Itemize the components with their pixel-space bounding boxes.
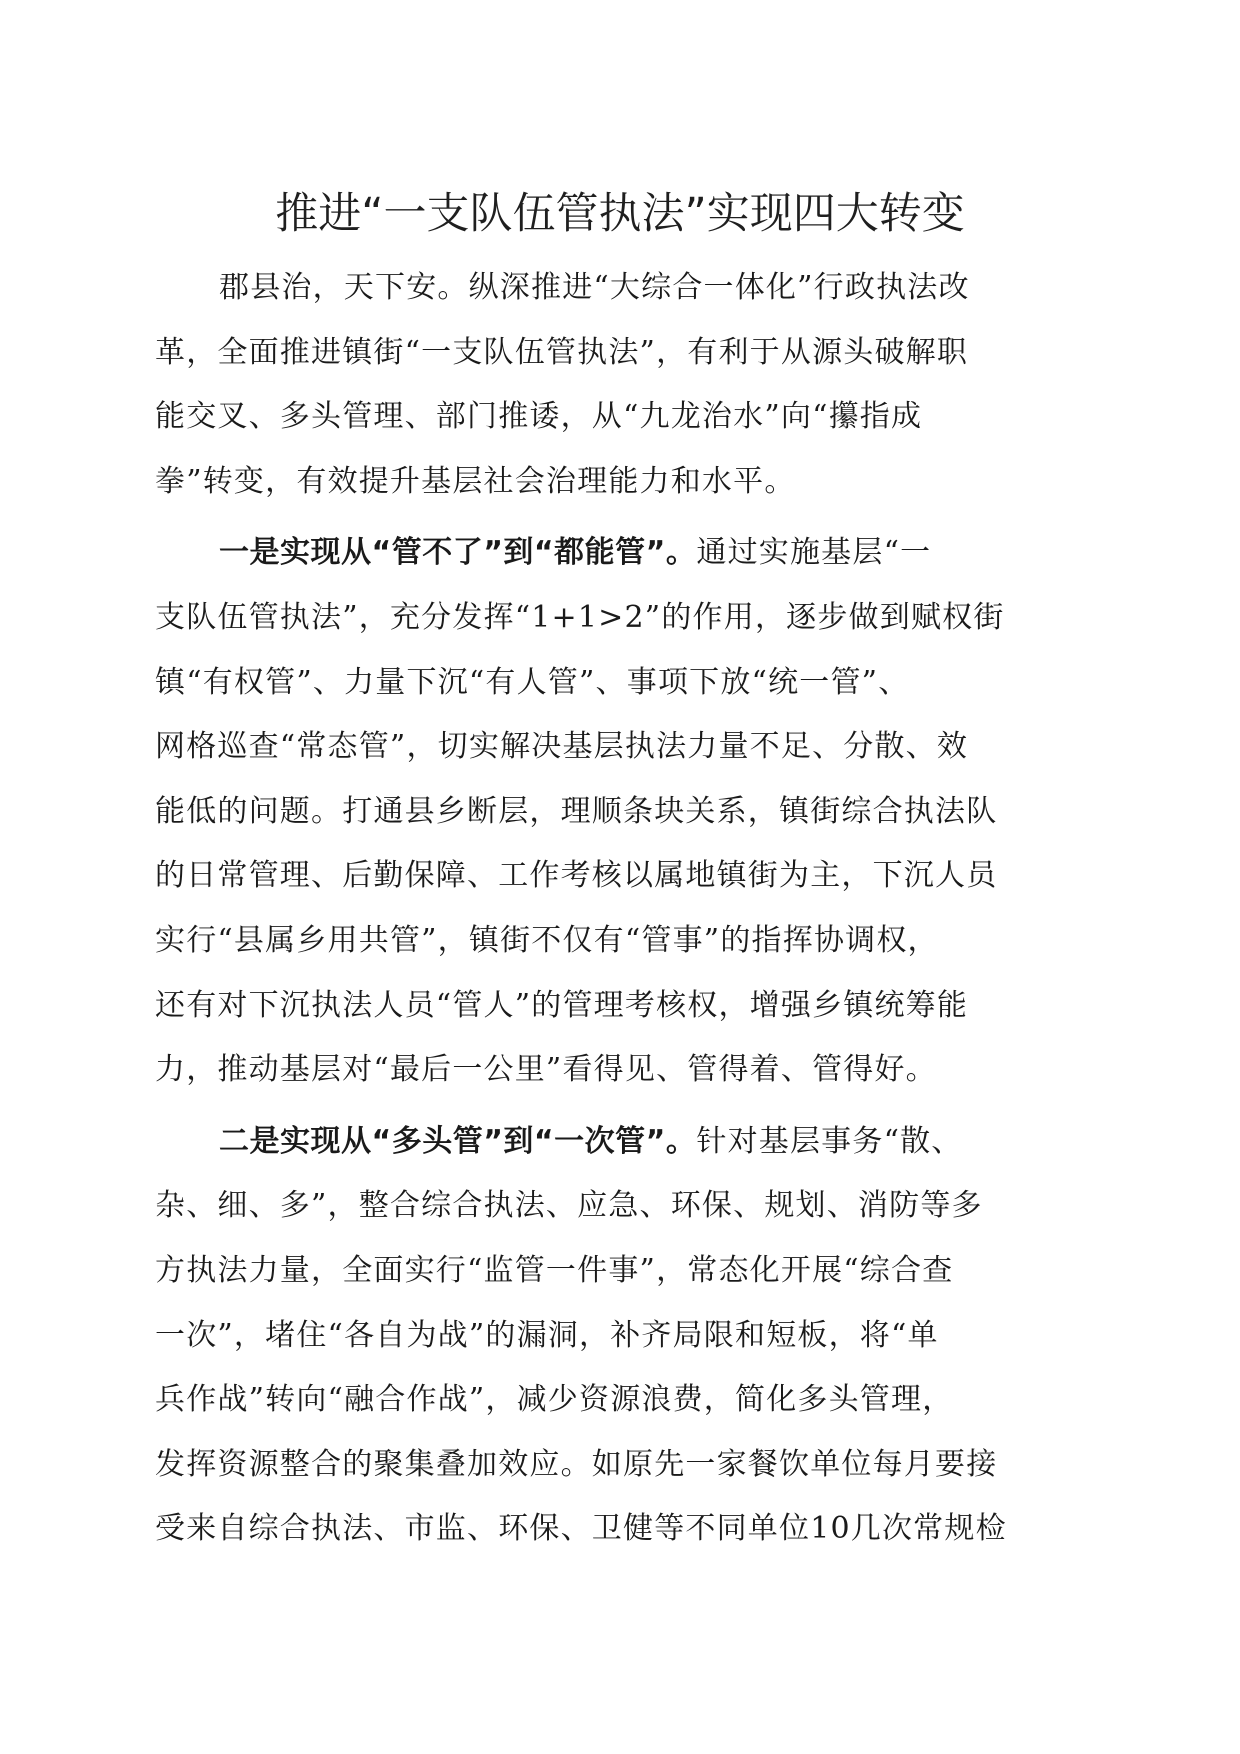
document-body (155, 256, 1090, 1562)
paragraph-line: 发挥资源整合的聚集叠加效应。如原先一家餐饮单位每月要接 (155, 1446, 998, 1482)
paragraph-line: 郡县治，天下安。纵深推进“大综合一体化”行政执法改 (219, 270, 970, 305)
section-1-paragraph (155, 521, 1090, 1102)
section-2-heading: 二是实现从“多头管”到“一次管”。 (219, 1123, 697, 1159)
paragraph-line: 支队伍管执法”，充分发挥“1+1>2”的作用，逐步做到赋权街 (155, 599, 1005, 635)
section-1-first-line-text: 通过实施基层“一 (696, 535, 932, 571)
paragraph-line: 杂、细、多”，整合综合执法、应急、环保、规划、消防等多 (155, 1188, 983, 1224)
section-2-paragraph (155, 1110, 1090, 1562)
paragraph-line: 实行“县属乡用共管”，镇街不仅有“管事”的指挥协调权， (155, 922, 939, 958)
paragraph-line: 革，全面推进镇街“一支队伍管执法”，有利于从源头破解职 (155, 334, 969, 370)
paragraph-line: 方执法力量，全面实行“监管一件事”，常态化开展“综合查 (155, 1252, 954, 1288)
paragraph-line (155, 1110, 1090, 1175)
paragraph-line: 力，推动基层对“最后一公里”看得见、管得着、管得好。 (155, 1052, 937, 1088)
intro-paragraph (155, 256, 1090, 514)
paragraph-line: 能交叉、多头管理、部门推诿，从“九龙治水”向“攥指成 (155, 399, 923, 435)
paragraph-line: 拳”转变，有效提升基层社会治理能力和水平。 (155, 463, 796, 499)
paragraph-line: 受来自综合执法、市监、环保、卫健等不同单位10几次常规检 (155, 1511, 1007, 1547)
section-1-heading: 一是实现从“管不了”到“都能管”。 (219, 535, 697, 571)
section-2-first-line-text: 针对基层事务“散、 (696, 1123, 963, 1159)
paragraph-line: 的日常管理、后勤保障、工作考核以属地镇街为主，下沉人员 (155, 858, 998, 894)
paragraph-line: 一次”，堵住“各自为战”的漏洞，补齐局限和短板，将“单 (155, 1317, 939, 1353)
paragraph-line (155, 521, 1090, 586)
paragraph-line: 网格巡查“常态管”，切实解决基层执法力量不足、分散、效 (155, 729, 969, 765)
paragraph-line: 还有对下沉执法人员“管人”的管理考核权，增强乡镇统筹能 (155, 987, 969, 1023)
paragraph-line: 镇“有权管”、力量下沉“有人管”、事项下放“统一管”、 (155, 664, 910, 700)
document-title: 推进“一支队伍管执法”实现四大转变 (275, 189, 965, 239)
paragraph-line: 能低的问题。打通县乡断层，理顺条块关系，镇街综合执法队 (155, 793, 998, 829)
paragraph-line: 兵作战”转向“融合作战”，减少资源浪费，简化多头管理， (155, 1382, 954, 1418)
